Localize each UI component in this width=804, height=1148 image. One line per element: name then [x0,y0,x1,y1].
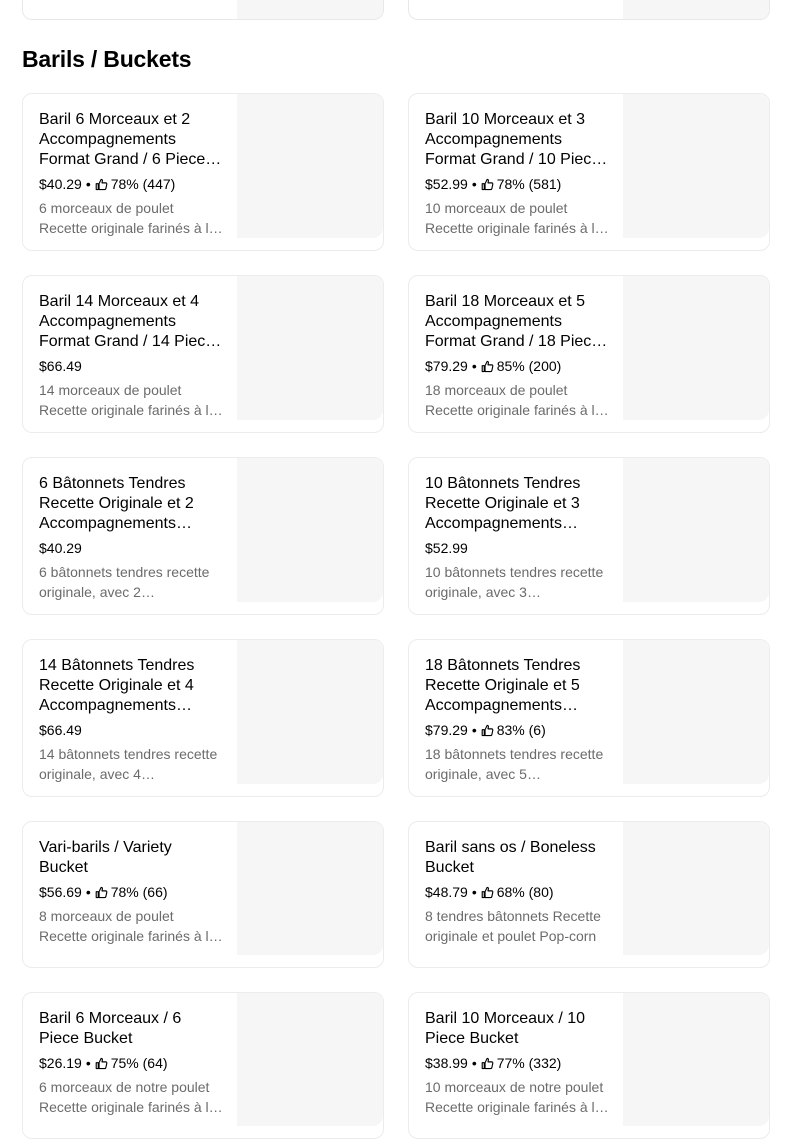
menu-item-card[interactable] [408,0,770,20]
thumbs-up-icon [481,178,494,191]
menu-item-description: 6 bâtonnets tendres recette originale, avec 2 [39,564,210,600]
menu-item-card[interactable] [22,992,384,1139]
menu-item-meta [39,883,223,901]
meta-separator: • [85,176,91,192]
item-price: $52.99 [425,540,468,556]
meta-separator: • [85,1055,91,1071]
thumbs-up-icon [481,724,494,737]
menu-item-image [237,993,383,1126]
menu-item-meta [39,175,223,193]
meta-separator: • [471,1055,477,1071]
meta-separator: • [471,722,477,738]
item-price: $66.49 [39,358,82,374]
item-price: $56.69 [39,884,82,900]
menu-item-card[interactable] [22,275,384,433]
menu-item-image [237,94,383,238]
menu-item-description: 18 morceaux de poulet Recette originale farinés à la [425,382,603,418]
meta-separator: • [471,176,477,192]
meta-separator: • [471,358,477,374]
menu-item-name: Baril 14 Morceaux et 4 Accompagnements Format Grand / 14 Piece [39,293,215,350]
menu-item-description: 10 bâtonnets tendres recette originale, avec 3 [425,564,604,600]
menu-item-info [425,1009,609,1117]
menu-item-image [237,640,383,784]
menu-item-info [425,292,609,420]
item-price: $79.29 [425,358,468,374]
menu-item-description: 6 morceaux de notre poulet Recette originale farinés à la [39,1079,217,1115]
menu-item-name: 18 Bâtonnets Tendres Recette Originale et 5 Accompagnements [425,657,581,714]
menu-item-name: Baril 6 Morceaux / 6 Piece Bucket [39,1010,182,1047]
thumbs-up-icon [481,1057,494,1070]
item-rating: 75% (64) [110,1055,168,1071]
menu-item-name: Baril 10 Morceaux / 10 Piece Bucket [425,1010,586,1047]
menu-item-card[interactable] [408,821,770,968]
item-rating: 78% (447) [110,176,176,192]
menu-item-image [237,0,383,19]
thumbs-up-icon [481,886,494,899]
item-rating: 85% (200) [496,358,562,374]
menu-item-card[interactable] [408,457,770,615]
menu-item-name: Baril 6 Morceaux et 2 Accompagnements Format Grand / 6 Piece [39,111,206,168]
menu-item-info [425,838,609,946]
menu-item-info [425,474,609,602]
menu-item-image [623,640,769,784]
menu-item-meta [425,1054,609,1072]
item-rating: 83% (6) [496,722,546,738]
item-price: $66.49 [39,722,82,738]
menu-item-image [237,276,383,420]
menu-item-card[interactable] [22,0,384,20]
menu-item-card[interactable] [22,821,384,968]
thumbs-up-icon [95,886,108,899]
menu-item-meta [39,357,223,375]
menu-item-name: 6 Bâtonnets Tendres Recette Originale et 2 Accompagnements [39,475,194,532]
item-price: $40.29 [39,540,82,556]
thumbs-up-icon [95,1057,108,1070]
meta-separator: • [85,884,91,900]
menu-item-card[interactable] [408,639,770,797]
item-price: $26.19 [39,1055,82,1071]
menu-item-meta [425,883,609,901]
item-rating: 78% (581) [496,176,562,192]
thumbs-up-icon [95,178,108,191]
menu-item-name: Baril 10 Morceaux et 3 Accompagnements Format Grand / 10 Piece [425,111,601,168]
menu-item-image [237,822,383,955]
menu-item-card[interactable] [22,93,384,251]
menu-item-meta [39,1054,223,1072]
item-price: $79.29 [425,722,468,738]
menu-item-image [237,458,383,602]
menu-item-info [39,656,223,784]
menu-item-meta [425,721,609,739]
menu-item-image [623,458,769,602]
menu-item-image [623,0,769,19]
menu-item-name: Baril 18 Morceaux et 5 Accompagnements Format Grand / 18 Piece [425,293,601,350]
menu-item-info [39,1009,223,1117]
menu-item-image [623,822,769,955]
menu-item-description: 18 bâtonnets tendres recette originale, avec 5 [425,746,604,782]
meta-separator: • [471,884,477,900]
menu-item-description: 8 tendres bâtonnets Recette originale et poulet Pop-corn [425,908,601,944]
menu-item-info [39,110,223,238]
menu-item-name: Vari-barils / Variety Bucket [39,839,172,876]
menu-item-description: 14 morceaux de poulet Recette originale farinés à la [39,382,217,418]
menu-item-meta [425,357,609,375]
menu-item-info [39,474,223,602]
item-price: $40.29 [39,176,82,192]
menu-item-meta [425,539,609,557]
item-rating: 77% (332) [496,1055,562,1071]
menu-item-name: Baril sans os / Boneless Bucket [425,839,596,876]
item-rating: 78% (66) [110,884,168,900]
menu-item-image [623,94,769,238]
menu-item-meta [39,721,223,739]
previous-items-row [22,0,782,20]
menu-item-card[interactable] [408,992,770,1139]
menu-item-info [425,110,609,238]
item-price: $48.79 [425,884,468,900]
menu-item-description: 10 morceaux de notre poulet Recette originale farinés à la [425,1079,604,1115]
menu-item-meta [425,175,609,193]
menu-item-info [39,838,223,946]
menu-item-image [623,993,769,1126]
menu-item-name: 10 Bâtonnets Tendres Recette Originale et 3 Accompagnements [425,475,581,532]
menu-item-info [425,656,609,784]
menu-item-description: 8 morceaux de poulet Recette originale farinés à la [39,908,217,944]
menu-item-description: 14 bâtonnets tendres recette originale, avec 4 [39,746,218,782]
section-title: Barils / Buckets [22,46,192,72]
item-price: $38.99 [425,1055,468,1071]
item-rating: 68% (80) [496,884,554,900]
menu-item-card[interactable] [22,457,384,615]
menu-item-image [623,276,769,420]
thumbs-up-icon [481,360,494,373]
menu-item-card[interactable] [408,275,770,433]
menu-item-meta [39,539,223,557]
menu-item-description: 10 morceaux de poulet Recette originale farinés à la [425,200,603,236]
menu-item-description: 6 morceaux de poulet Recette originale farinés à la [39,200,217,236]
menu-item-info [39,292,223,420]
menu-item-card[interactable] [22,639,384,797]
menu-item-card[interactable] [408,93,770,251]
menu-item-name: 14 Bâtonnets Tendres Recette Originale et 4 Accompagnements [39,657,195,714]
item-price: $52.99 [425,176,468,192]
